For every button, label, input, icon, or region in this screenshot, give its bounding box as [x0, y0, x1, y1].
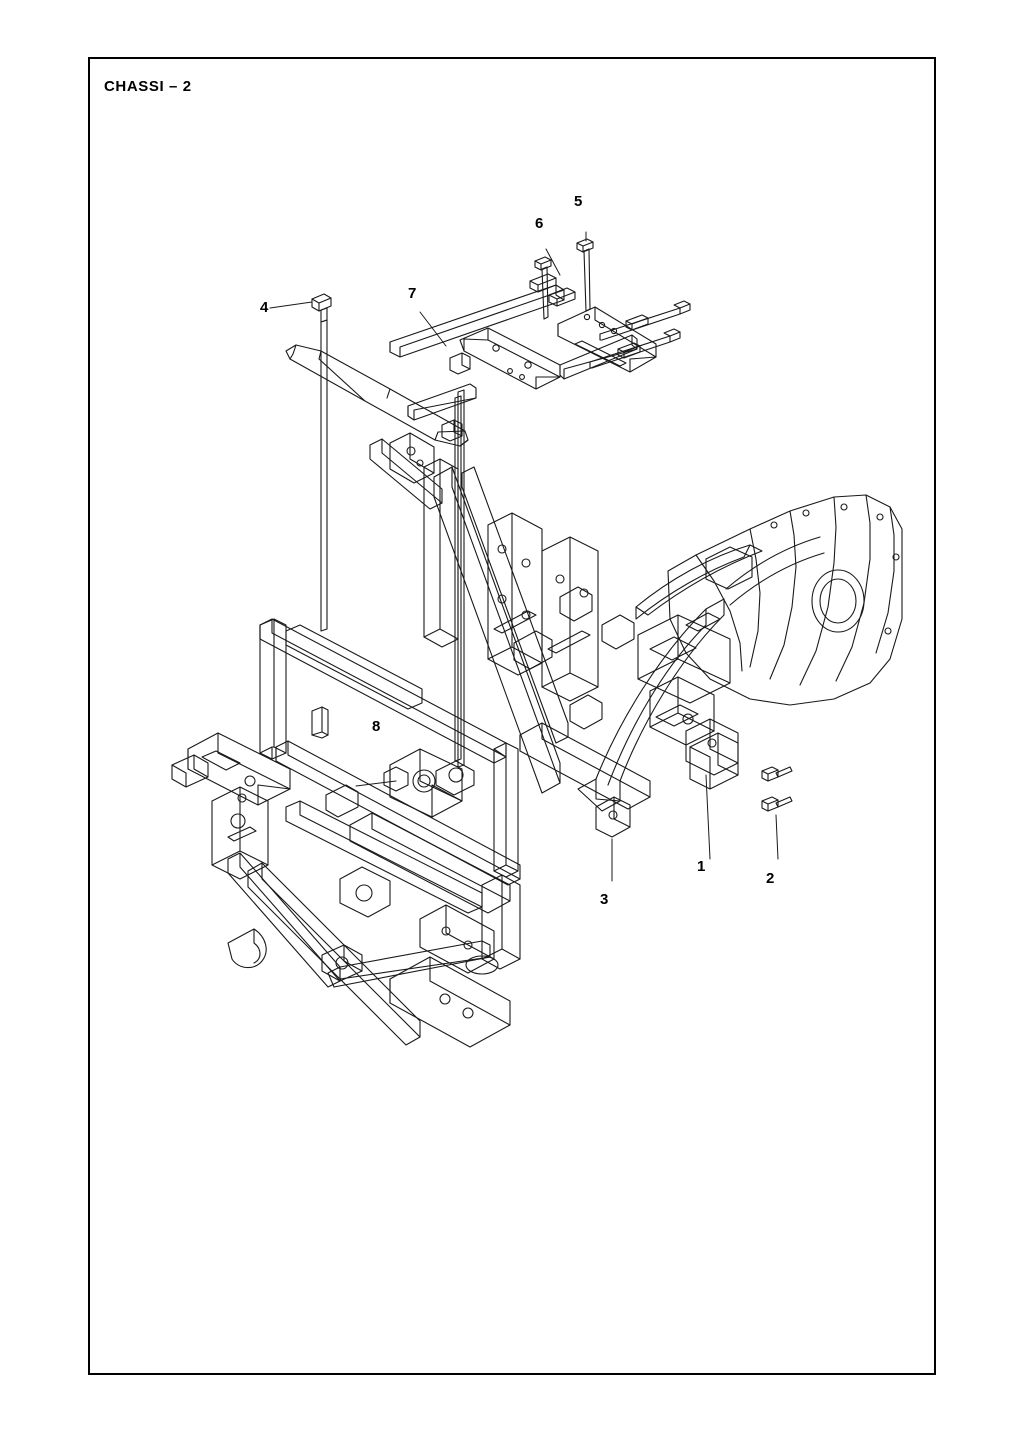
main-mid-vertical-post: [494, 743, 518, 877]
upper-bracket-plate: [460, 328, 560, 389]
bolt-item4: [312, 294, 331, 322]
callout-6: 6: [535, 215, 544, 232]
pin-collar-upper: [450, 353, 470, 374]
long-pin-lower: [590, 329, 680, 368]
left-bottom-hook: [228, 929, 266, 968]
bolt-item2: [762, 797, 792, 811]
upper-secondary-rail: [408, 384, 476, 420]
page-title: CHASSI – 2: [104, 78, 192, 95]
drop-pin-left: [321, 320, 327, 631]
rear-hitch-plate: [686, 719, 738, 775]
callout-leader-lines: [270, 232, 778, 881]
callout-1: 1: [697, 858, 706, 875]
callout-2: 2: [766, 870, 775, 887]
rear-left-hook: [172, 755, 208, 787]
front-axle-beam: [340, 867, 390, 917]
callout-8: 8: [372, 718, 381, 735]
main-upper-left-rail: [260, 619, 506, 763]
main-left-vertical-post: [260, 619, 286, 759]
upper-left-arm: [286, 345, 468, 446]
lower-left-long-rail: [248, 863, 420, 1045]
rear-left-wing-plate: [188, 733, 290, 805]
callout-3: 3: [600, 891, 609, 908]
rollbar-right-leg: [578, 599, 724, 811]
drawing-area: [90, 59, 934, 1373]
hitch-bracket-item1: [690, 733, 738, 789]
bolt-item1: [762, 767, 792, 781]
upper-right-plate: [558, 307, 656, 372]
bushing-item8: [312, 707, 328, 738]
center-plate-tower: [488, 513, 542, 675]
center-tall-post: [424, 459, 458, 647]
callout-5: 5: [574, 193, 583, 210]
bolt-item5: [577, 239, 593, 311]
center-pivot-housing: [384, 749, 462, 817]
hitch-tab-item3: [596, 797, 630, 837]
long-pin-upper: [600, 301, 690, 340]
bottom-front-bracket: [390, 956, 510, 1047]
rear-deck-body: [668, 495, 902, 705]
center-lower-beam: [286, 801, 482, 913]
callout-7: 7: [408, 285, 417, 302]
hitch-block: [650, 677, 714, 745]
bottom-left-foot: [322, 945, 362, 981]
left-brace-plate: [390, 433, 434, 483]
main-lower-left-rail: [276, 741, 520, 885]
callout-4: 4: [260, 299, 269, 316]
left-front-rail: [350, 813, 510, 913]
chassis-exploded-drawing: [90, 59, 934, 1373]
rollbar-left-leg-inner: [462, 467, 568, 743]
